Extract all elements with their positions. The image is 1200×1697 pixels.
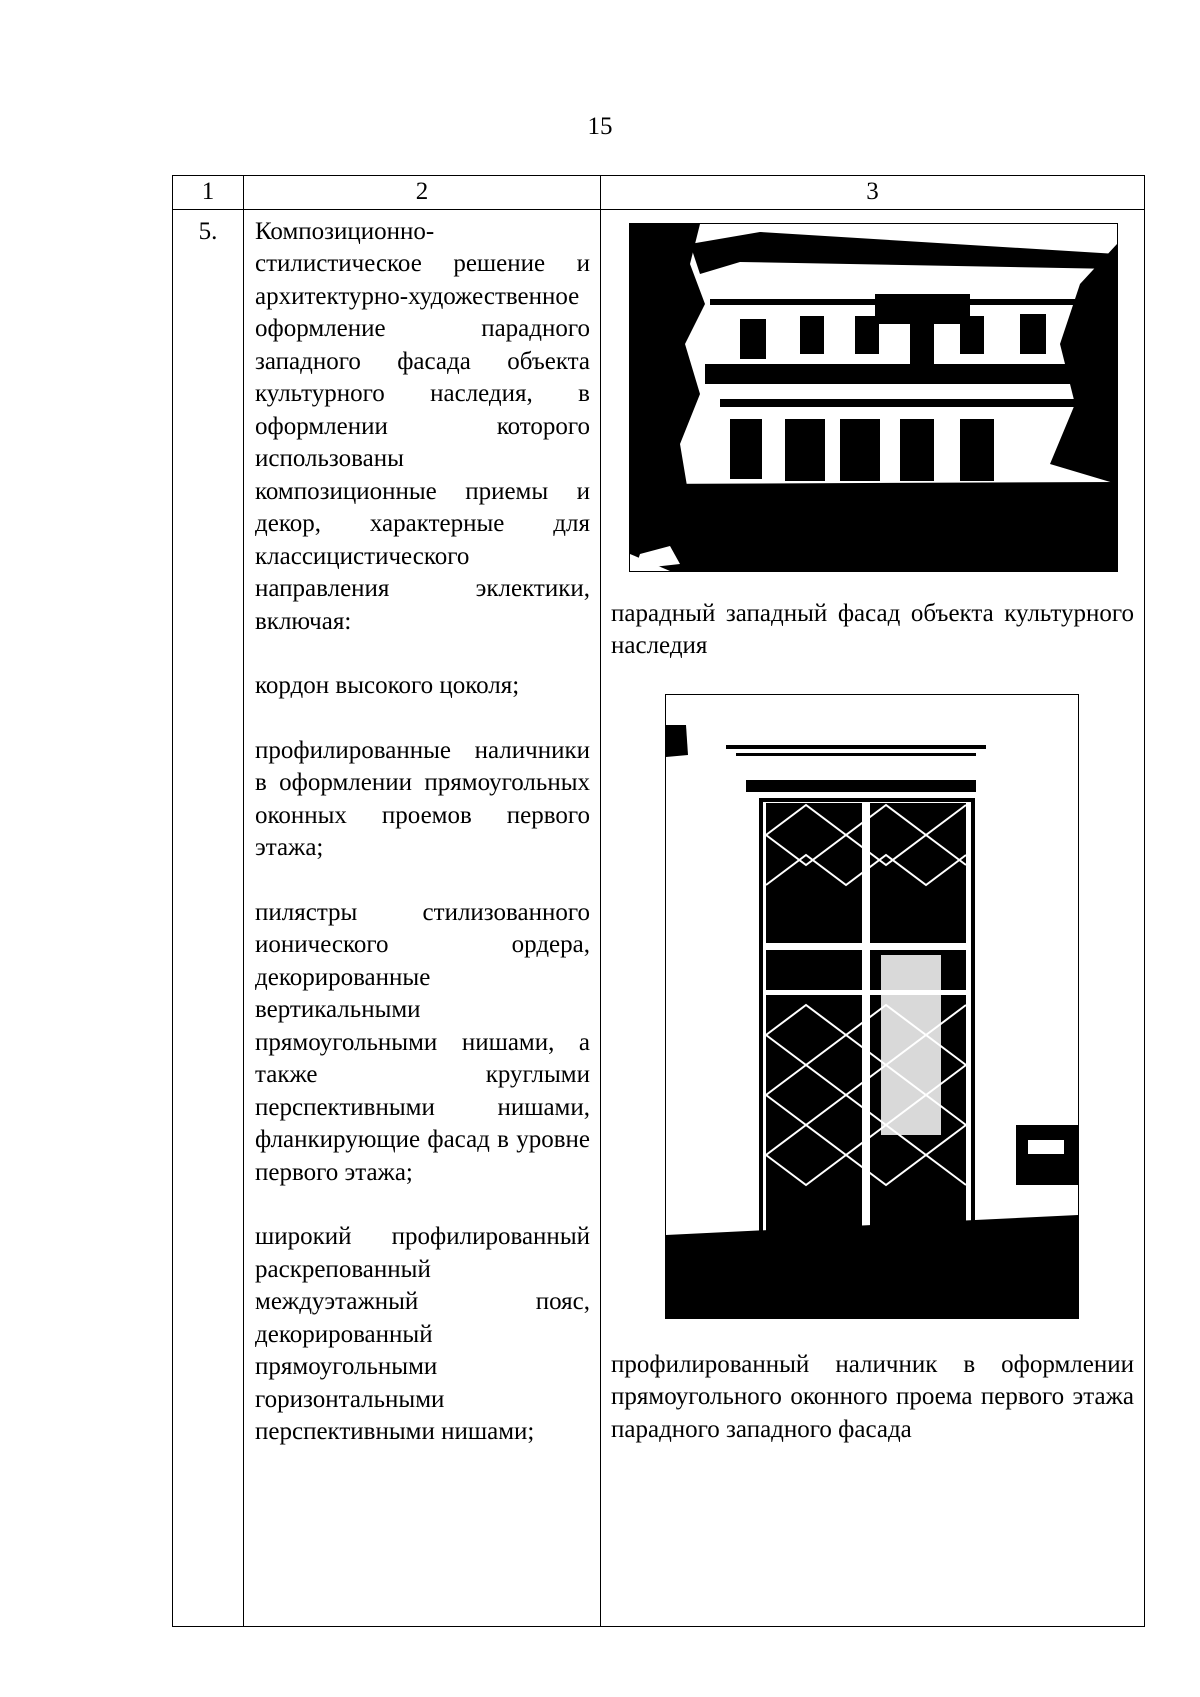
illustration-cell	[601, 209, 1145, 1626]
table-header-row	[173, 176, 1145, 210]
description-cell	[244, 209, 601, 1626]
facade-photo	[629, 223, 1118, 572]
table-row	[173, 209, 1145, 1626]
facade-photo-caption: парадный западный фасад объекта культурного наследия	[611, 599, 1134, 659]
feature-item: широкий профилированный раскрепованный междуэтажный пояс, декорированный прямоугольными горизонтальными перспективными нишами;	[255, 1223, 590, 1445]
column-header-number: 1	[173, 176, 244, 210]
feature-item: пилястры стилизованного ионического ордера, декорированные вертикальными прямоугольными нишами, а также круглыми перспективными нишами, фланкирующие фасад в уровне первого этажа;	[255, 898, 590, 1186]
column-header-description: 2	[244, 176, 601, 210]
column-header-illustration: 3	[601, 176, 1145, 210]
window-surround-photo	[665, 694, 1079, 1319]
window-surround-photo-caption: профилированный наличник в оформлении прямоугольного оконного проема первого этажа парадного западного фасада	[611, 1350, 1134, 1443]
monument-features-table	[172, 175, 1145, 1627]
feature-item: профилированные наличники в оформлении прямоугольных оконных проемов первого этажа;	[255, 736, 590, 861]
row-number: 5.	[173, 209, 244, 1626]
page-number: 15	[587, 113, 613, 140]
description-intro: Композиционно-стилистическое решение и архитектурно-художественное оформление парадного западного фасада объекта культурного наследия, в оформлении которого использованы композиционные приемы и декор, характерные для классицистического направления эклектики, включая:	[255, 217, 590, 635]
feature-item: кордон высокого цоколя;	[255, 672, 520, 699]
